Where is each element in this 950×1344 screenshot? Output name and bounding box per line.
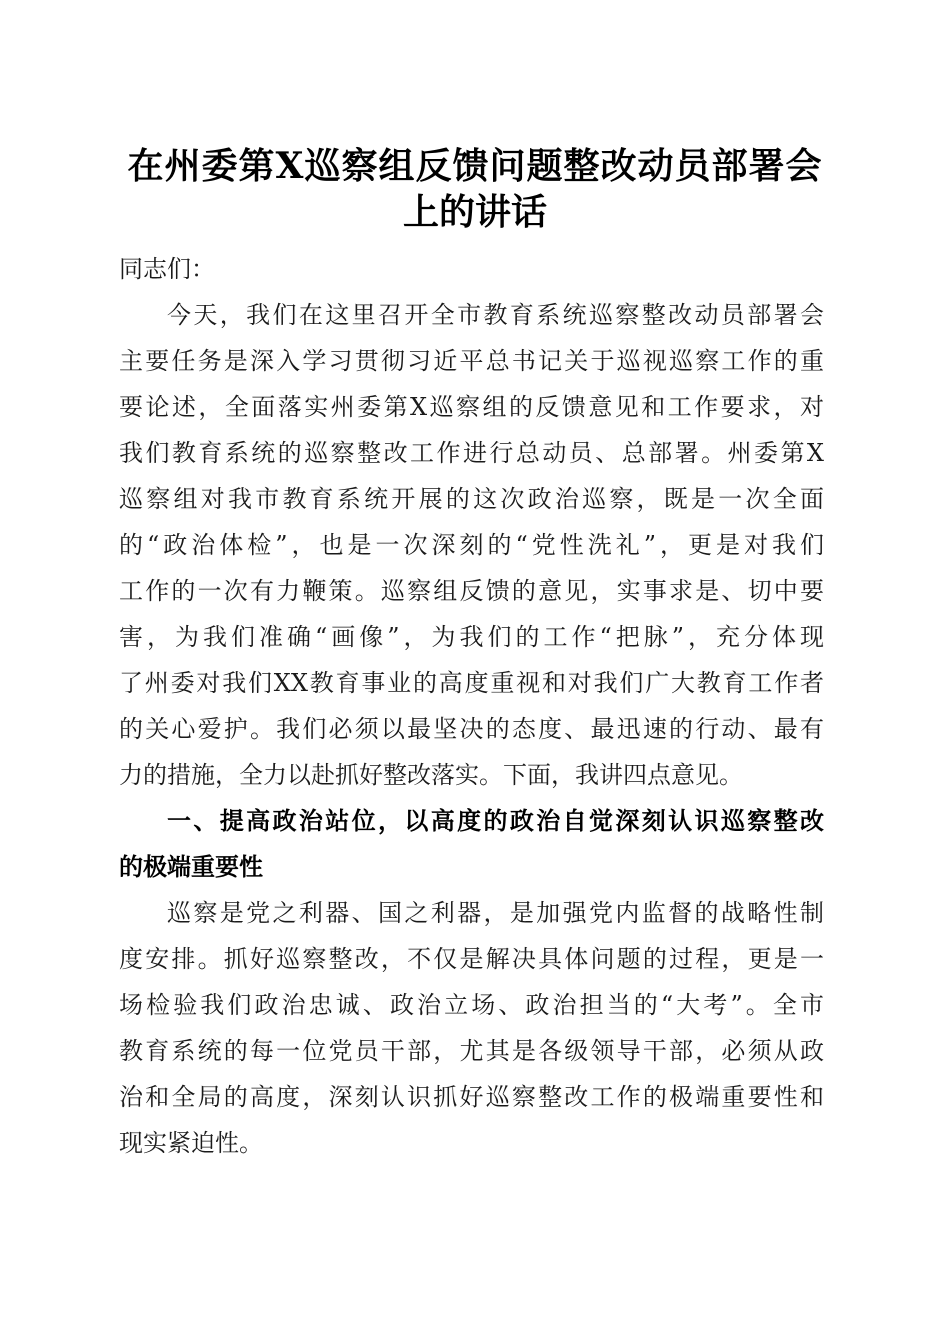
paragraph1-line: 我们教育系统的巡察整改工作进行总动员、总部署。州委第X bbox=[119, 439, 824, 467]
paragraph1-line: 巡察组对我市教育系统开展的这次政治巡察，既是一次全面 bbox=[119, 485, 824, 513]
section-heading-1: 一、提高政治站位，以高度的政治自觉深刻认识巡察整改 bbox=[167, 807, 824, 835]
paragraph2-line: 治和全局的高度，深刻认识抓好巡察整改工作的极端重要性和 bbox=[119, 1083, 824, 1111]
paragraph1-line: 今天，我们在这里召开全市教育系统巡察整改动员部署会 bbox=[167, 301, 824, 329]
section-heading-1: 的极端重要性 bbox=[119, 853, 263, 881]
salutation: 同志们： bbox=[119, 255, 215, 283]
paragraph2-line: 教育系统的每一位党员干部，尤其是各级领导干部，必须从政 bbox=[119, 1037, 824, 1065]
paragraph1-line: 了州委对我们XX教育事业的高度重视和对我们广大教育工作者 bbox=[119, 669, 824, 697]
document-title-line2: 上的讲话 bbox=[402, 191, 547, 233]
paragraph2-line: 巡察是党之利器、国之利器，是加强党内监督的战略性制 bbox=[167, 899, 824, 927]
paragraph1-line: 力的措施，全力以赴抓好整改落实。下面，我讲四点意见。 bbox=[119, 761, 743, 789]
document-title-line1: 在州委第X巡察组反馈问题整改动员部署会 bbox=[127, 145, 823, 187]
paragraph1-line: 主要任务是深入学习贯彻习近平总书记关于巡视巡察工作的重 bbox=[119, 347, 824, 375]
paragraph1-line: 工作的一次有力鞭策。巡察组反馈的意见，实事求是、切中要 bbox=[119, 577, 824, 605]
paragraph1-line: 的关心爱护。我们必须以最坚决的态度、最迅速的行动、最有 bbox=[119, 715, 824, 743]
paragraph1-line: 的“政治体检”，也是一次深刻的“党性洗礼”，更是对我们 bbox=[119, 531, 824, 559]
paragraph2-line: 现实紧迫性。 bbox=[119, 1129, 263, 1157]
paragraph2-line: 场检验我们政治忠诚、政治立场、政治担当的“大考”。全市 bbox=[119, 991, 824, 1019]
paragraph1-line: 要论述，全面落实州委第X巡察组的反馈意见和工作要求，对 bbox=[119, 393, 824, 421]
paragraph1-line: 害，为我们准确“画像”，为我们的工作“把脉”，充分体现 bbox=[119, 623, 824, 651]
paragraph2-line: 度安排。抓好巡察整改，不仅是解决具体问题的过程，更是一 bbox=[119, 945, 824, 973]
